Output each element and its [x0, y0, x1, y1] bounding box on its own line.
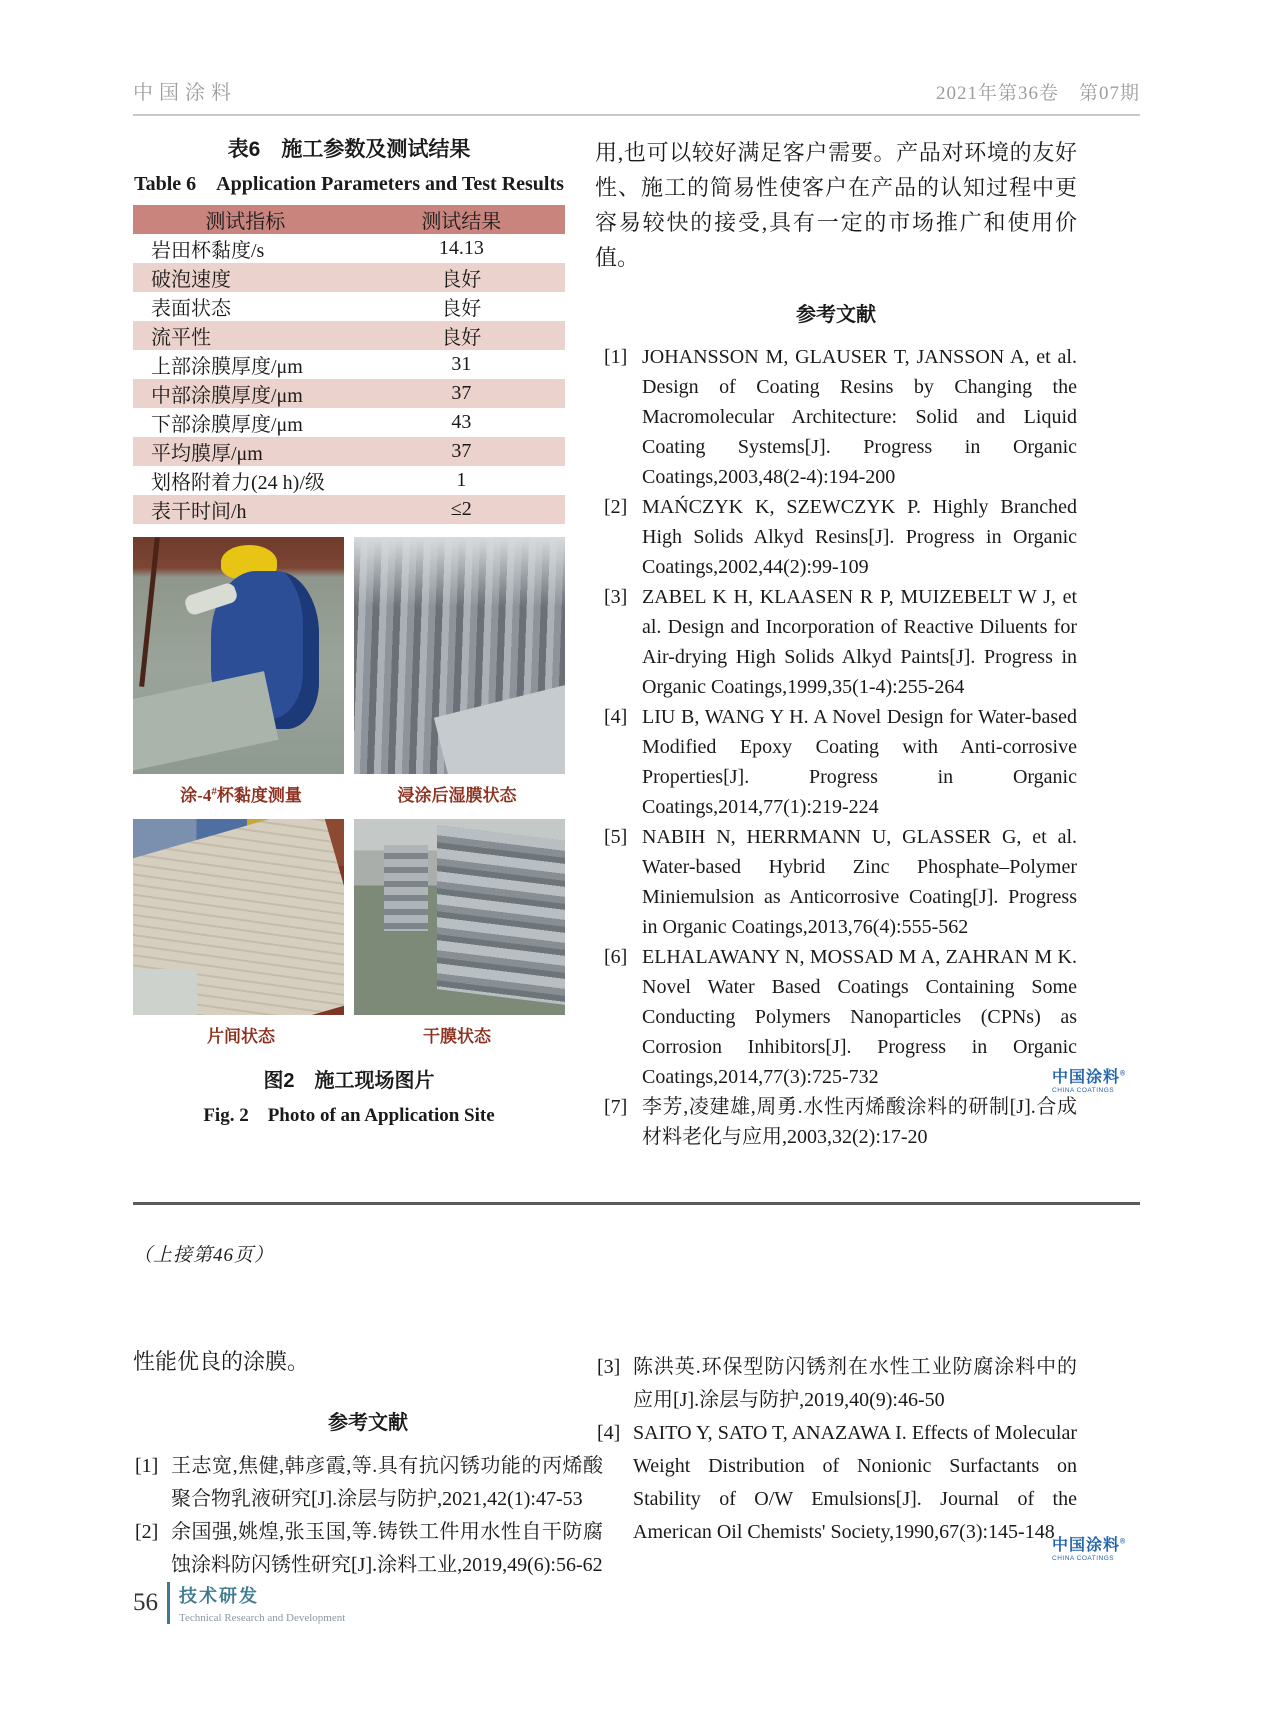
metric-name: 破泡速度 — [151, 269, 231, 291]
bottom-left-column — [133, 1240, 603, 1582]
references-list — [595, 342, 1077, 1152]
photo-caption-viscosity — [133, 781, 349, 806]
table-row — [133, 263, 565, 292]
logo-registered-mark: ® — [1120, 1538, 1127, 1546]
reference-item — [133, 1450, 603, 1516]
reference-item — [595, 942, 1077, 1092]
reference-text: 余国强,姚煌,张玉国,等.铸铁工件用水性自干防腐蚀涂料防闪锈性研究[J].涂料工业,2019,49(6):56-62 — [171, 1521, 603, 1576]
table-title-en: Table 6 Application Parameters and Test Results — [134, 173, 564, 195]
references-list — [595, 1351, 1077, 1549]
reference-label: [5] — [604, 826, 628, 848]
footer-divider-bar — [167, 1582, 170, 1624]
metric-value: 1 — [456, 469, 467, 491]
metric-value: 良好 — [441, 298, 482, 320]
parameters-table — [133, 205, 565, 524]
reference-item — [595, 1092, 1077, 1152]
reference-text: 王志宽,焦健,韩彦霞,等.具有抗闪锈功能的丙烯酸聚合物乳液研究[J].涂层与防护,2021,42(1):47-53 — [171, 1455, 603, 1510]
figure-photo-row-2 — [133, 819, 565, 1015]
footer-section — [179, 1582, 345, 1624]
references-list — [133, 1450, 603, 1582]
reference-item — [595, 822, 1077, 942]
metric-name: 上部涂膜厚度/μm — [151, 356, 303, 378]
reference-text: JOHANSSON M, GLAUSER T, JANSSON A, et al. Design of Coating Resins by Changing the Macromolecular Architecture: Solid and Liquid Coating Systems[J]. Progress in Organic Coatings,2003,48(2-4):194-200 — [642, 346, 1077, 488]
metric-value: 良好 — [441, 327, 482, 349]
reference-text: NABIH N, HERRMANN U, GLASSER G, et al. Water-based Hybrid Zinc Phosphate–Polymer Miniemulsion as Anticorrosive Coating[J]. Progress in Organic Coatings,2013,76(4):555-562 — [642, 826, 1077, 938]
references-heading: 参考文献 — [328, 1412, 408, 1434]
photo-detail-stack-right — [437, 825, 565, 1005]
photo-dry-film — [354, 819, 565, 1015]
photo-caption-wet-film: 浸涂后湿膜状态 — [397, 786, 517, 805]
metric-value: ≤2 — [450, 498, 472, 520]
continuation-note: （上接第46页） — [133, 1245, 275, 1266]
footer-section-zh: 技术研发 — [179, 1586, 259, 1606]
reference-text: ELHALAWANY N, MOSSAD M A, ZAHRAN M K. Novel Water Based Coatings Containing Some Conducting Polymers Nanoparticles (CPNs) as Corrosion Inhibitors[J]. Progress in Organic Coatings,2014,77(3):725-732 — [642, 946, 1077, 1088]
reference-label: [1] — [604, 346, 628, 368]
table-row — [133, 466, 565, 495]
reference-item — [595, 702, 1077, 822]
logo-registered-mark: ® — [1120, 1070, 1127, 1078]
metric-name: 表干时间/h — [151, 501, 247, 523]
metric-name: 平均膜厚/μm — [151, 443, 263, 465]
metric-name: 流平性 — [151, 327, 211, 349]
references-heading: 参考文献 — [796, 304, 876, 326]
metric-value: 37 — [451, 440, 472, 462]
table-row — [133, 234, 565, 263]
footer-section-en: Technical Research and Development — [179, 1612, 346, 1624]
china-coatings-logo — [1052, 1070, 1138, 1095]
table-row — [133, 408, 565, 437]
left-column — [133, 133, 565, 1127]
reference-item — [595, 492, 1077, 582]
metric-name: 中部涂膜厚度/μm — [151, 385, 303, 407]
logo-text-en: CHINA COATINGS — [1052, 1087, 1115, 1094]
table-row — [133, 379, 565, 408]
bottom-right-column — [595, 1240, 1077, 1549]
reference-item — [595, 582, 1077, 702]
metric-value: 良好 — [441, 269, 482, 291]
metric-name: 下部涂膜厚度/μm — [151, 414, 303, 436]
table-header-row — [133, 205, 565, 234]
logo-text-zh: 中国涂料 — [1052, 1069, 1121, 1086]
photo-captions-row-1 — [133, 781, 565, 806]
metric-value: 43 — [451, 411, 472, 433]
bottom-paragraph: 性能优良的涂膜。 — [133, 1349, 310, 1374]
reference-label: [4] — [597, 1422, 621, 1444]
page-header — [133, 76, 1140, 116]
column-header-metric: 测试指标 — [133, 205, 358, 234]
photo-caption-dry-film: 干膜状态 — [423, 1027, 491, 1046]
reference-label: [7] — [604, 1096, 628, 1118]
reference-label: [2] — [135, 1521, 159, 1543]
column-spacer — [595, 1240, 1077, 1336]
reference-text: 陈洪英.环保型防闪锈剂在水性工业防腐涂料中的应用[J].涂层与防护,2019,40(9):46-50 — [633, 1356, 1077, 1411]
photo-detail-stack-left — [384, 845, 428, 931]
metric-name: 划格附着力(24 h)/级 — [151, 472, 325, 494]
logo-text-en: CHINA COATINGS — [1052, 1555, 1115, 1562]
reference-text: SAITO Y, SATO T, ANAZAWA I. Effects of Molecular Weight Distribution of Nonionic Surfactants on Stability of O/W Emulsions[J]. Journal of the American Oil Chemists' Society,1990,67(3):145-148 — [633, 1422, 1077, 1543]
photo-detail-board — [133, 671, 279, 773]
reference-text: MAŃCZYK K, SZEWCZYK P. Highly Branched High Solids Alkyd Resins[J]. Progress in Organic Coatings,2002,44(2):99-109 — [642, 496, 1077, 578]
photo-caption-sheet-state: 片间状态 — [207, 1027, 275, 1046]
table-title-zh: 表6 施工参数及测试结果 — [227, 138, 471, 161]
body-paragraph: 用,也可以较好满足客户需要。产品对环境的友好性、施工的简易性使客户在产品的认知过程中更容易较快的接受,具有一定的市场推广和使用价值。 — [595, 140, 1077, 270]
section-divider — [133, 1202, 1140, 1205]
photo-viscosity-measurement — [133, 537, 344, 774]
table-row — [133, 292, 565, 321]
metric-name: 表面状态 — [151, 298, 231, 320]
reference-label: [1] — [135, 1455, 159, 1477]
right-column — [595, 135, 1077, 1152]
china-coatings-logo — [1052, 1538, 1138, 1563]
caption-text: 杯黏度测量 — [216, 786, 302, 805]
reference-item — [595, 342, 1077, 492]
column-header-result: 测试结果 — [358, 205, 565, 234]
journal-name: 中国涂料 — [133, 82, 237, 104]
photo-detail-highlight — [354, 537, 565, 608]
metric-value: 31 — [451, 353, 472, 375]
reference-label: [3] — [597, 1356, 621, 1378]
reference-label: [4] — [604, 706, 628, 728]
logo-text-zh: 中国涂料 — [1052, 1537, 1121, 1554]
figure-title-en: Fig. 2 Photo of an Application Site — [203, 1105, 495, 1126]
table-row — [133, 321, 565, 350]
reference-text: ZABEL K H, KLAASEN R P, MUIZEBELT W J, et al. Design and Incorporation of Reactive Diluents for Air-drying High Solids Alkyd Paints[J]. Progress in Organic Coatings,1999,35(1-4):255-264 — [642, 586, 1077, 698]
logo-wordmark — [1052, 1070, 1138, 1086]
photo-captions-row-2 — [133, 1022, 565, 1047]
reference-item — [595, 1417, 1077, 1549]
photo-wet-film — [354, 537, 565, 774]
figure-title-zh: 图2 施工现场图片 — [263, 1070, 435, 1092]
caption-text: 涂-4 — [180, 786, 212, 805]
table-row — [133, 437, 565, 466]
figure-photo-row-1 — [133, 537, 565, 774]
table-row — [133, 350, 565, 379]
reference-label: [2] — [604, 496, 628, 518]
reference-label: [6] — [604, 946, 628, 968]
caption-superscript: # — [211, 785, 217, 798]
photo-detail-corner — [434, 681, 565, 774]
metric-value: 14.13 — [438, 237, 484, 259]
photo-detail-mesh — [133, 969, 197, 1015]
reference-item — [133, 1516, 603, 1582]
page-number: 56 — [133, 1589, 158, 1616]
reference-item — [595, 1351, 1077, 1417]
reference-label: [3] — [604, 586, 628, 608]
page-footer — [133, 1582, 345, 1624]
issue-info: 2021年第36卷 第07期 — [935, 83, 1140, 104]
metric-value: 37 — [451, 382, 472, 404]
metric-name: 岩田杯黏度/s — [151, 240, 265, 262]
table-row — [133, 495, 565, 524]
reference-text: LIU B, WANG Y H. A Novel Design for Water-based Modified Epoxy Coating with Anti-corrosive Properties[J]. Progress in Organic Coatings,2014,77(1):219-224 — [642, 706, 1077, 818]
photo-sheet-state — [133, 819, 344, 1015]
reference-text: 李芳,凌建雄,周勇.水性丙烯酸涂料的研制[J].合成材料老化与应用,2003,32(2):17-20 — [642, 1096, 1077, 1148]
logo-wordmark — [1052, 1538, 1138, 1554]
photo-detail-rod — [139, 537, 160, 687]
